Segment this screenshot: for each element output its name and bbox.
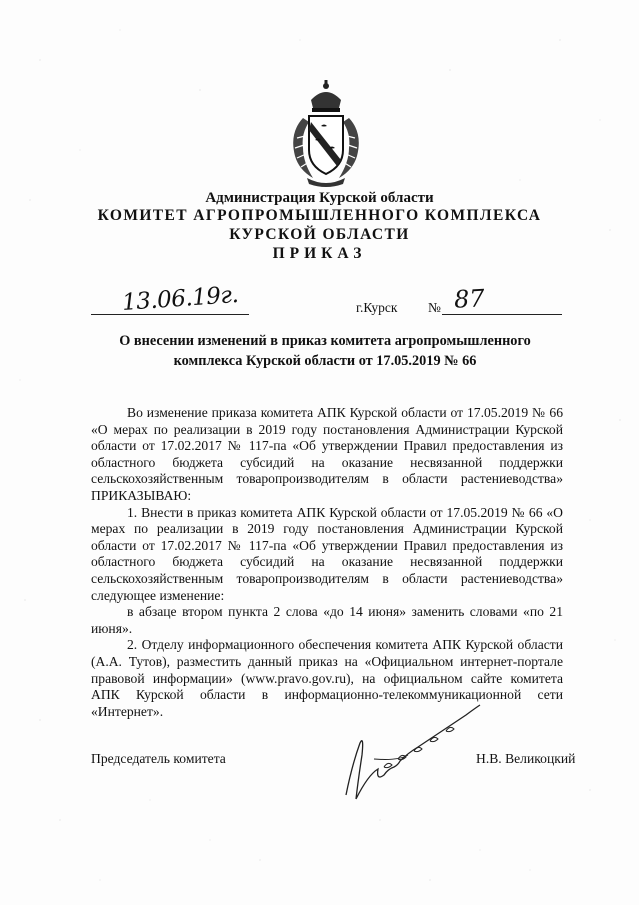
administration-heading: Администрация Курской области xyxy=(205,190,434,206)
date-underline xyxy=(91,314,249,315)
body-paragraph-item-1: 1. Внести в приказ комитета АПК Курской области от 17.05.2019 № 66 «О мерах по реализации в 2019 году постановления Администрации Курской области от 17.02.2017 № 117-па «Об утверждении Правил предоставления из областного бюджета субсидий на оказание несвязанной поддержки сельскохозяйственным товаропроизводителям в области растениеводства» следующее изменение: xyxy=(91,504,563,603)
number-sign: № xyxy=(428,300,441,315)
signer-name: Н.В. Великоцкий xyxy=(476,751,576,766)
committee-heading: КОМИТЕТ АГРОПРОМЫШЛЕННОГО КОМПЛЕКСА xyxy=(97,207,542,224)
document-type-heading: ПРИКАЗ xyxy=(272,245,367,262)
handwritten-date: 13.06.19г. xyxy=(121,281,240,317)
signer-title: Председатель комитета xyxy=(91,751,226,766)
handwritten-number: 87 xyxy=(453,284,486,314)
coat-of-arms-emblem xyxy=(285,78,367,190)
document-body xyxy=(91,405,563,720)
number-underline xyxy=(442,314,562,315)
handwritten-signature xyxy=(338,695,488,815)
body-paragraph-item-2: 2. Отделу информационного обеспечения комитета АПК Курской области (А.А. Тутов), разместить данный приказ на «Официальном интернет-портале правовой информации» (www.pravo.gov.ru), на официальном сайте комитета АПК Курской области в информационно-телекоммуникационной сети «Интернет». xyxy=(91,637,563,719)
document-subject: О внесении изменений в приказ комитета агропромышленного комплекса Курской области от 17.05.2019 № 66 xyxy=(119,333,531,369)
body-paragraph-preamble: Во изменение приказа комитета АПК Курской области от 17.05.2019 № 66 «О мерах по реализации в 2019 году постановления Администрации Курской области от 17.02.2017 № 117-па «Об утверждении Правил предоставления из областного бюджета субсидий на оказание несвязанной поддержки сельскохозяйственным товаропроизводителям в области растениеводства» ПРИКАЗЫВАЮ: xyxy=(91,405,563,503)
region-heading: КУРСКОЙ ОБЛАСТИ xyxy=(229,226,410,243)
body-paragraph-amendment: в абзаце втором пункта 2 слова «до 14 июня» заменить словами «по 21 июня». xyxy=(91,604,563,636)
city-label: г.Курск xyxy=(356,300,398,315)
